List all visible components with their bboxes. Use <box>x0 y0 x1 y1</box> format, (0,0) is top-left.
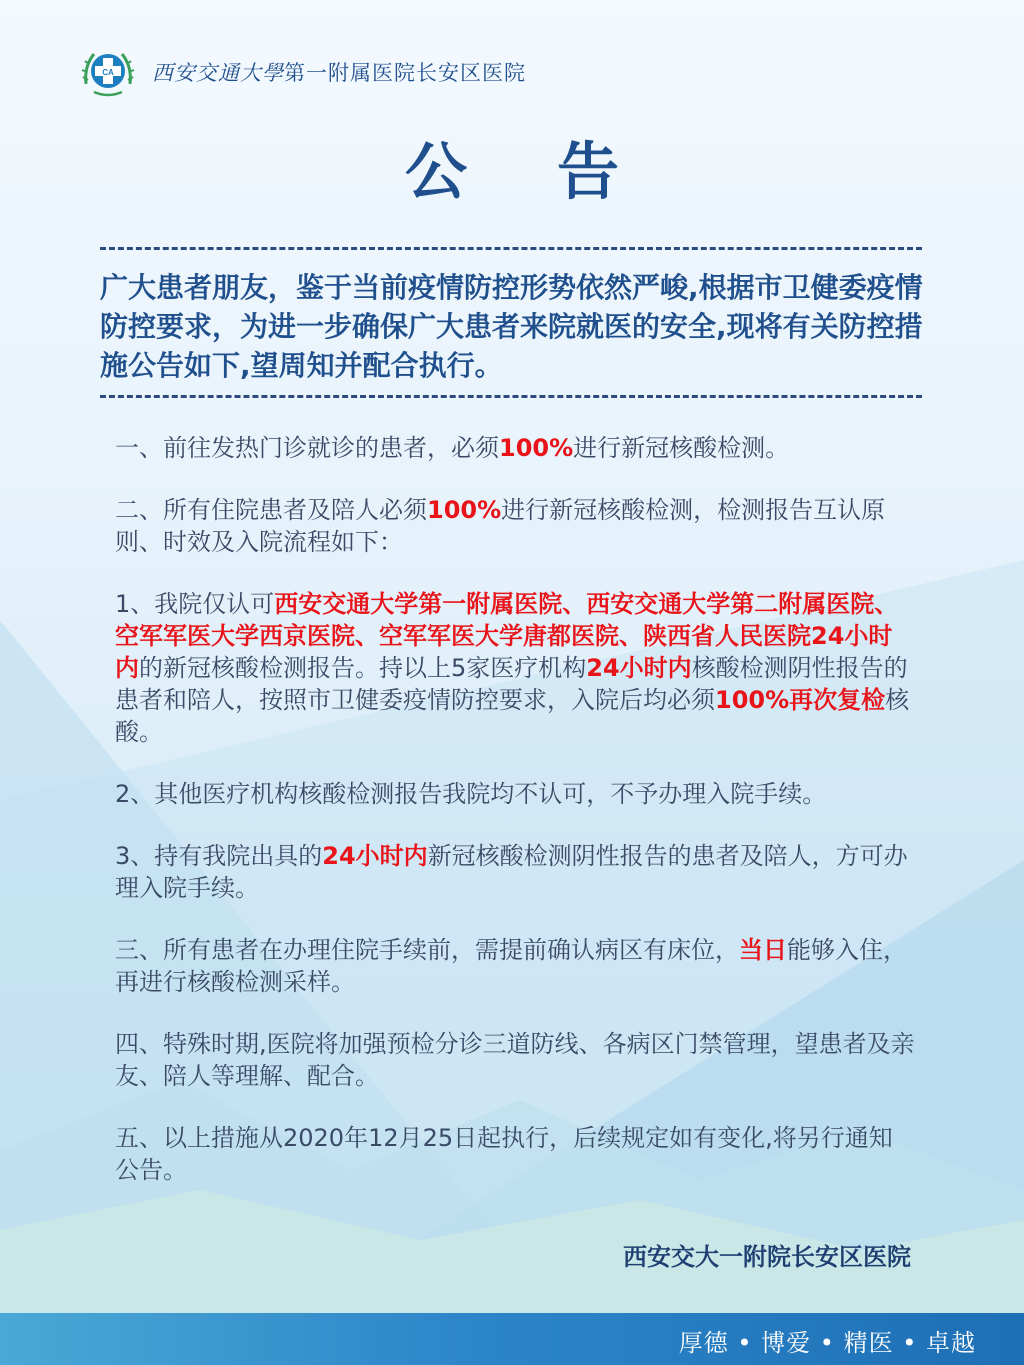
footer-bar <box>0 1313 1024 1365</box>
svg-text:CA: CA <box>102 68 114 77</box>
item-5: 五、以上措施从2020年12月25日起执行，后续规定如有变化,将另行通知公告。 <box>115 1124 893 1184</box>
item-2-1: 1、我院仅认可西安交通大学第一附属医院、西安交通大学第二附属医院、空军军医大学西京医院、空军军医大学唐都医院、陕西省人民医院24小时内的新冠核酸检测报告。持以上5家医疗机构24小时内核酸检测阴性报告的患者和陪人，按照市卫健委疫情防控要求，入院后均必须100%再次复检核酸。 <box>115 590 910 746</box>
intro-text: 广大患者朋友，鉴于当前疫情防控形势依然严峻,根据市卫健委疫情防控要求，为进一步确保广大患者来院就医的安全,现将有关防控措施公告如下,望周知并配合执行。 <box>100 271 923 382</box>
university-name: 西安交通大學 <box>152 61 284 85</box>
announcement-items <box>115 432 915 1186</box>
dashed-divider-top <box>100 247 922 250</box>
signature: 西安交大一附院长安区医院 <box>623 1243 911 1271</box>
item-3: 三、所有患者在办理住院手续前，需提前确认病区有床位，当日能够入住，再进行核酸检测采样。 <box>115 936 907 996</box>
hospital-header <box>80 44 526 100</box>
item-2-2: 2、其他医疗机构核酸检测报告我院均不认可，不予办理入院手续。 <box>115 780 827 808</box>
item-2-3: 3、持有我院出具的24小时内新冠核酸检测阴性报告的患者及陪人，方可办理入院手续。 <box>115 842 908 902</box>
page-title: 公告 <box>404 135 709 208</box>
dashed-divider-bottom <box>100 395 922 398</box>
item-1: 一、前往发热门诊就诊的患者，必须100%进行新冠核酸检测。 <box>115 434 790 462</box>
hospital-logo-icon <box>80 44 136 100</box>
item-2: 二、所有住院患者及陪人必须100%进行新冠核酸检测，检测报告互认原则、时效及入院流程如下： <box>115 496 886 556</box>
item-4: 四、特殊时期,医院将加强预检分诊三道防线、各病区门禁管理，望患者及亲友、陪人等理解、配合。 <box>115 1030 915 1090</box>
footer-slogan: 厚德 • 博爱 • 精医 • 卓越 <box>678 1329 976 1357</box>
hospital-name: 第一附属医院长安区医院 <box>284 61 526 85</box>
